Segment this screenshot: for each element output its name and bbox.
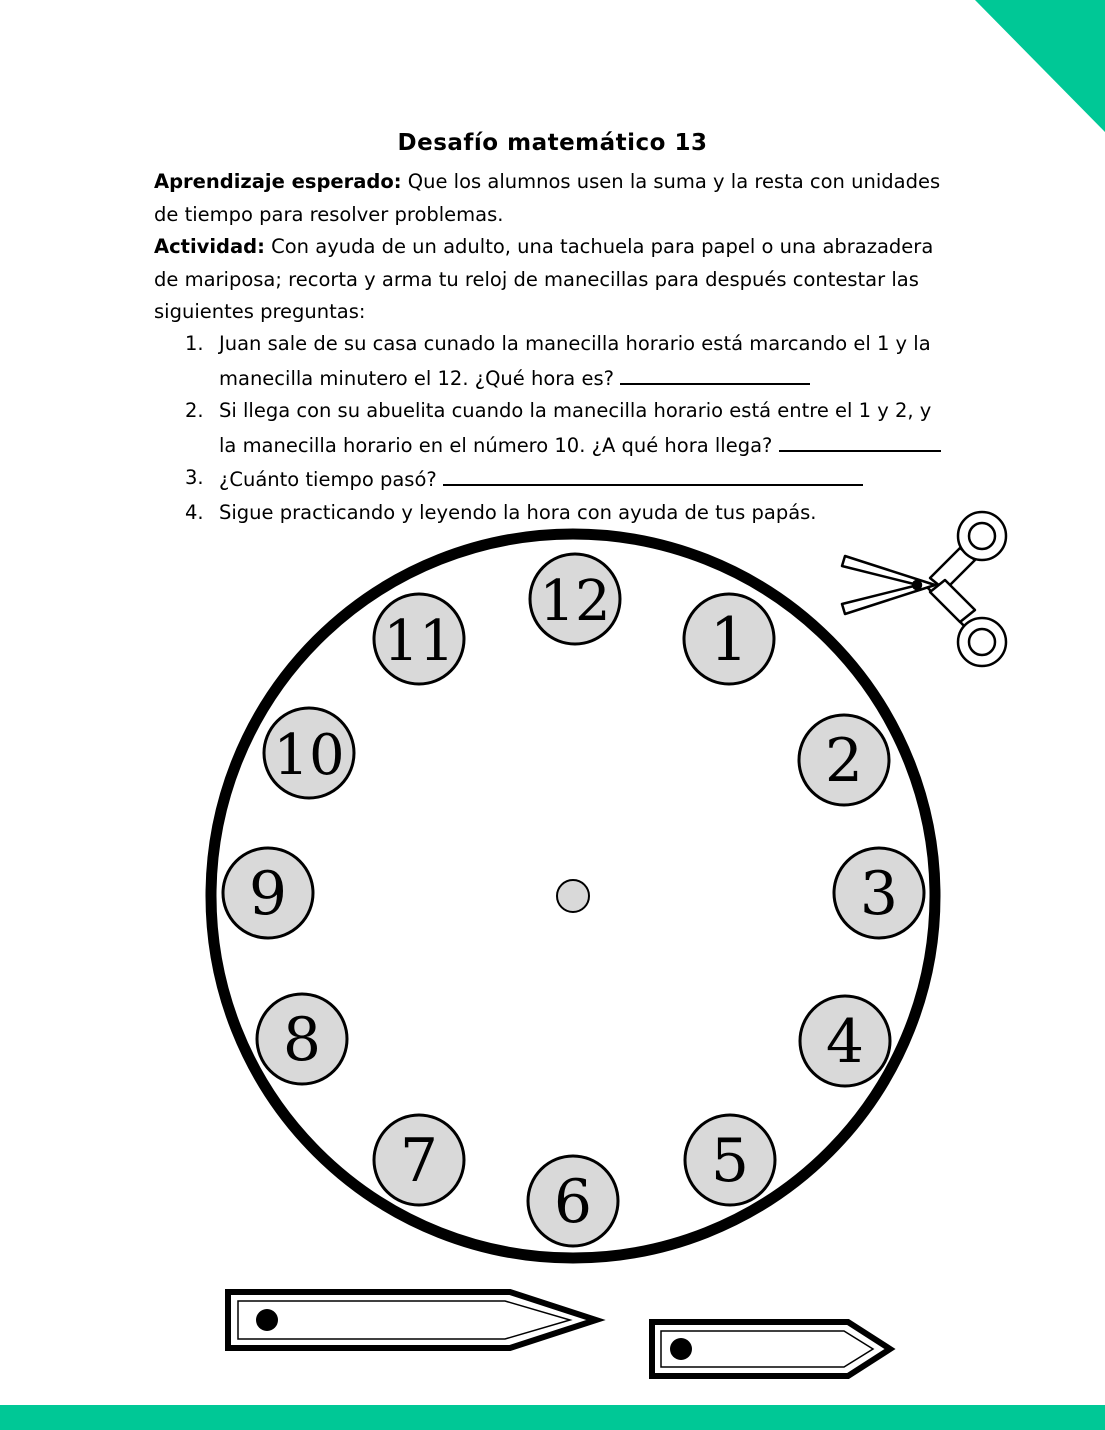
clock-number-12: 12 bbox=[539, 569, 611, 634]
clock-number-8: 8 bbox=[282, 1005, 322, 1075]
clock-number-1: 1 bbox=[709, 605, 749, 675]
clock-number-5: 5 bbox=[710, 1126, 750, 1196]
question-number: 1. bbox=[185, 332, 204, 355]
actividad-line-3: siguientes preguntas: bbox=[154, 300, 366, 323]
clock-number-2: 2 bbox=[824, 726, 864, 796]
clock-number-9: 9 bbox=[248, 859, 288, 929]
actividad-text: Con ayuda de un adulto, una tachuela para papel o una abrazadera bbox=[264, 235, 934, 258]
hand-pivot-dot bbox=[670, 1338, 692, 1360]
clock-center-dot bbox=[557, 880, 589, 912]
question-number: 3. bbox=[185, 466, 204, 489]
question-text: ¿Cuánto tiempo pasó? bbox=[219, 468, 437, 491]
question-text: Si llega con su abuelita cuando la manecilla horario está entre el 1 y 2, y bbox=[219, 399, 932, 422]
clock-number-4: 4 bbox=[825, 1007, 865, 1077]
aprendizaje-text: Que los alumnos usen la suma y la resta con unidades bbox=[401, 170, 941, 193]
question-number: 2. bbox=[185, 399, 204, 422]
long-hand-cutout bbox=[228, 1292, 596, 1348]
aprendizaje-label: Aprendizaje esperado: bbox=[154, 170, 402, 193]
hand-pivot-dot bbox=[256, 1309, 278, 1331]
question-number: 4. bbox=[185, 500, 204, 524]
clock-number-7: 7 bbox=[399, 1126, 439, 1196]
aprendizaje-line-2: de tiempo para resolver problemas. bbox=[154, 202, 504, 226]
question-text-cont: la manecilla horario en el número 10. ¿A qué hora llega? bbox=[219, 433, 773, 457]
clock-number-6: 6 bbox=[553, 1167, 593, 1237]
actividad-line-2: de mariposa; recorta y arma tu reloj de manecillas para después contestar las bbox=[154, 267, 919, 291]
clock-number-10: 10 bbox=[273, 723, 345, 788]
question-text: Juan sale de su casa cunado la manecilla horario está marcando el 1 y la bbox=[219, 332, 931, 355]
question-text-cont: manecilla minutero el 12. ¿Qué hora es? bbox=[219, 366, 614, 390]
scissors-icon bbox=[842, 512, 1006, 666]
short-hand-cutout bbox=[652, 1322, 890, 1376]
clock-number-11: 11 bbox=[383, 609, 455, 674]
page-title: Desafío matemático 13 bbox=[397, 130, 708, 156]
actividad-label: Actividad: bbox=[154, 235, 265, 258]
bottom-bar bbox=[0, 1405, 1105, 1430]
question-text: Sigue practicando y leyendo la hora con ayuda de tus papás. bbox=[219, 500, 817, 524]
clock-number-3: 3 bbox=[859, 859, 899, 929]
